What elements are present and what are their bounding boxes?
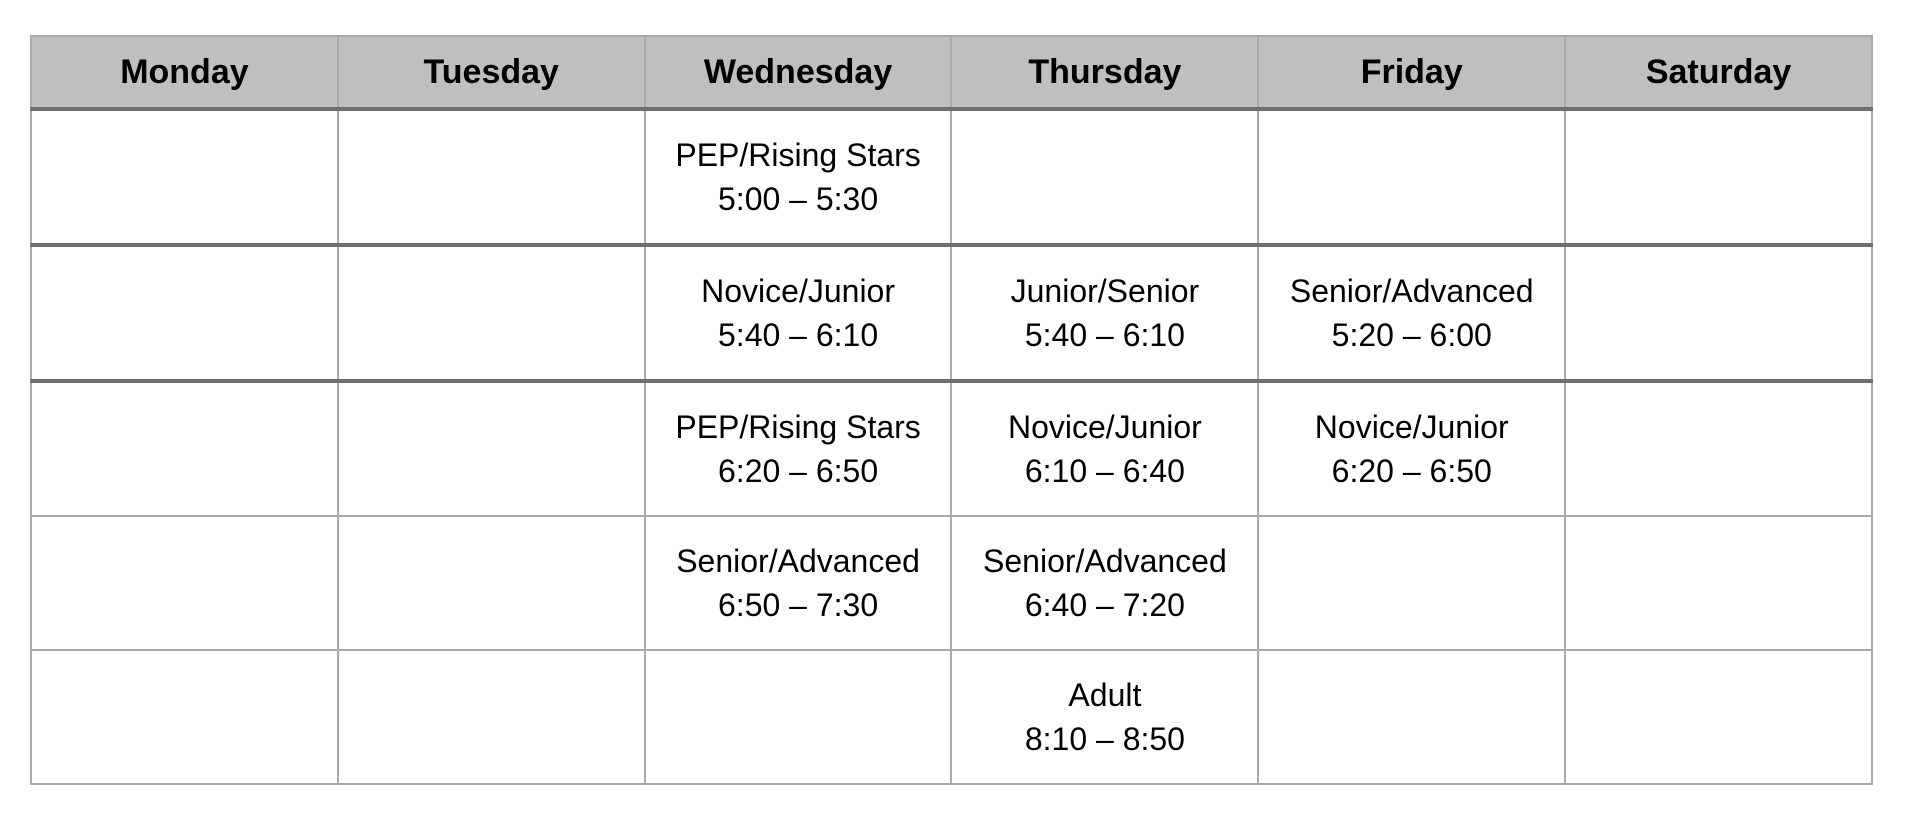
schedule-cell [31, 381, 338, 516]
class-name: Novice/Junior [1007, 409, 1202, 445]
day-header-thursday: Thursday [951, 36, 1258, 109]
class-time: 6:50 – 7:30 [718, 587, 879, 623]
class-time: 5:40 – 6:10 [1024, 317, 1185, 353]
schedule-cell [645, 381, 952, 516]
schedule-cell [645, 245, 952, 381]
schedule-cell [1565, 516, 1872, 650]
class-name: PEP/Rising Stars [675, 137, 921, 173]
class-name: PEP/Rising Stars [675, 409, 921, 445]
class-time: 5:40 – 6:10 [718, 317, 879, 353]
table-row [31, 381, 1872, 516]
day-header-friday: Friday [1258, 36, 1565, 109]
schedule-cell [1258, 245, 1565, 381]
schedule-cell [1565, 245, 1872, 381]
schedule-cell [1258, 650, 1565, 784]
schedule-cell [338, 109, 645, 245]
class-time: 8:10 – 8:50 [1024, 721, 1185, 757]
class-time: 6:20 – 6:50 [718, 453, 879, 489]
schedule-body [31, 109, 1872, 784]
schedule-cell [31, 650, 338, 784]
class-time: 5:20 – 6:00 [1331, 317, 1492, 353]
class-name: Adult [1068, 677, 1142, 713]
schedule-cell [645, 650, 952, 784]
class-time: 6:10 – 6:40 [1024, 453, 1185, 489]
schedule-cell [338, 381, 645, 516]
class-name: Senior/Advanced [983, 543, 1227, 579]
schedule-header [31, 36, 1872, 109]
schedule-cell [645, 516, 952, 650]
class-time: 5:00 – 5:30 [718, 181, 879, 217]
schedule-cell [1258, 516, 1565, 650]
schedule-cell [951, 381, 1258, 516]
schedule-cell [31, 245, 338, 381]
day-header-saturday: Saturday [1565, 36, 1872, 109]
class-name: Novice/Junior [701, 273, 895, 309]
class-time: 6:20 – 6:50 [1331, 453, 1492, 489]
day-header-tuesday: Tuesday [338, 36, 645, 109]
schedule-cell [1258, 381, 1565, 516]
class-name: Senior/Advanced [1289, 273, 1534, 309]
schedule-cell [31, 109, 338, 245]
table-row [31, 650, 1872, 784]
class-name: Novice/Junior [1314, 409, 1509, 445]
schedule-cell [951, 109, 1258, 245]
class-time: 6:40 – 7:20 [1024, 587, 1185, 623]
class-name: Senior/Advanced [676, 543, 920, 579]
table-row [31, 516, 1872, 650]
schedule-cell [1258, 109, 1565, 245]
schedule-cell [338, 245, 645, 381]
class-name: Junior/Senior [1010, 273, 1200, 309]
schedule-table [30, 35, 1873, 785]
schedule-cell [338, 650, 645, 784]
table-row [31, 245, 1872, 381]
schedule-cell [31, 516, 338, 650]
schedule-cell [1565, 381, 1872, 516]
schedule-cell [1565, 650, 1872, 784]
schedule-cell [1565, 109, 1872, 245]
schedule-cell [951, 245, 1258, 381]
day-header-monday: Monday [31, 36, 338, 109]
schedule-cell [951, 650, 1258, 784]
schedule-cell [951, 516, 1258, 650]
table-row [31, 109, 1872, 245]
schedule-cell [645, 109, 952, 245]
day-header-wednesday: Wednesday [645, 36, 952, 109]
schedule-cell [338, 516, 645, 650]
header-row [31, 36, 1872, 109]
